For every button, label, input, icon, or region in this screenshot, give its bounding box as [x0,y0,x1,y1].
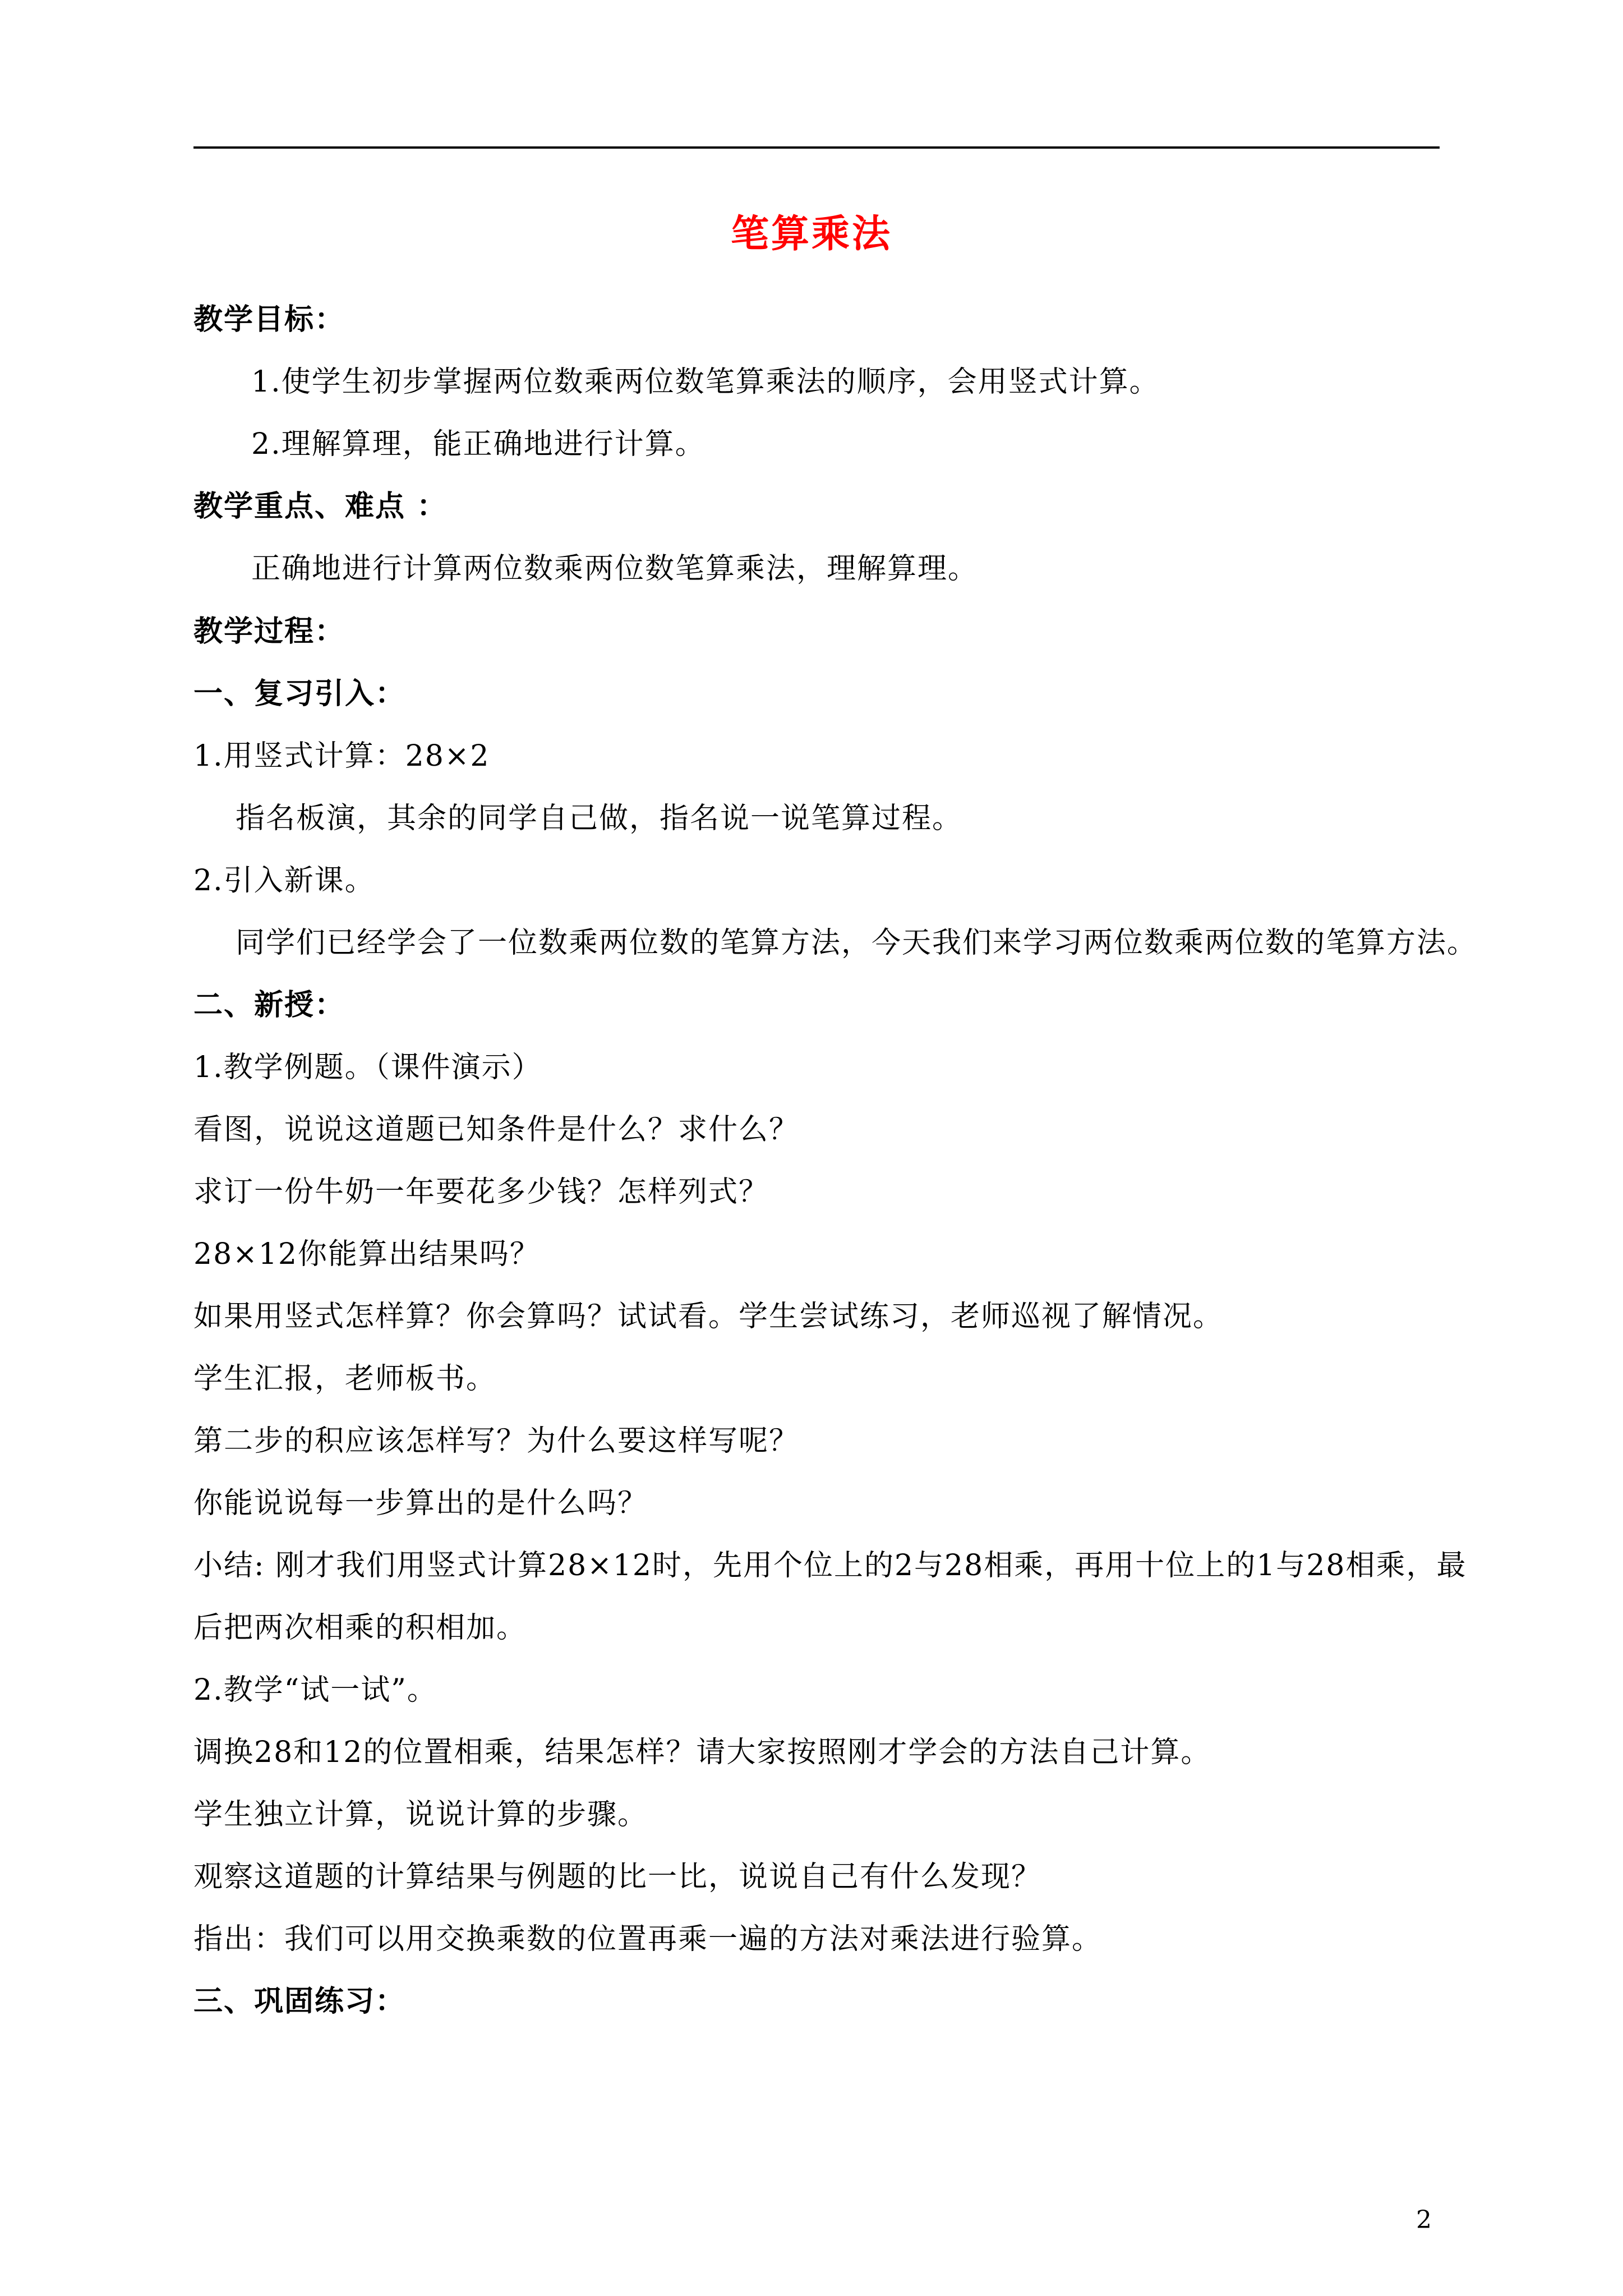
paragraph-line: 观察这道题的计算结果与例题的比一比，说说自己有什么发现？ [193,1860,1042,1894]
review-item-2-detail: 同学们已经学会了一位数乘两位数的笔算方法，今天我们来学习两位数乘两位数的笔算方法。 [236,926,1478,960]
paragraph-line: 求订一份牛奶一年要花多少钱？怎样列式？ [193,1175,769,1209]
review-item-2: 2.引入新课。 [193,864,375,898]
section-practice-heading: 三、巩固练习： [193,1984,406,2018]
paragraph-line: 看图，说说这道题已知条件是什么？求什么？ [193,1113,800,1147]
summary-line-1: 小结: 刚才我们用竖式计算28×12时，先用个位上的2与28相乘，再用十位上的1与28相乘，最 [193,1549,1467,1582]
section-new-lesson-heading: 二、新授： [193,988,345,1022]
summary-line-2: 后把两次相乘的积相加。 [193,1611,527,1645]
paragraph-line: 28×12你能算出结果吗？ [193,1237,540,1271]
new-lesson-item-1: 1.教学例题。（课件演示） [193,1051,542,1084]
paragraph-line: 如果用竖式怎样算？你会算吗？试试看。学生尝试练习，老师巡视了解情况。 [193,1300,1224,1333]
heading-key-points: 教学重点、难点 ： [193,489,448,523]
key-points-text: 正确地进行计算两位数乘两位数笔算乘法，理解算理。 [251,552,979,586]
paragraph-line: 指出：我们可以用交换乘数的位置再乘一遍的方法对乘法进行验算。 [193,1922,1103,1956]
document-title: 笔算乘法 [730,211,892,256]
paragraph-line: 你能说说每一步算出的是什么吗？ [193,1487,648,1520]
heading-teaching-goals: 教学目标： [193,302,345,337]
review-item-1: 1.用竖式计算：28×2 [193,739,490,773]
page-number: 2 [1416,2206,1432,2234]
heading-teaching-process: 教学过程： [193,614,345,648]
section-review-heading: 一、复习引入： [193,677,406,711]
paragraph-line: 第二步的积应该怎样写？为什么要这样写呢？ [193,1424,800,1458]
paragraph-line: 学生独立计算，说说计算的步骤。 [193,1798,648,1832]
review-item-1-detail: 指名板演，其余的同学自己做，指名说一说笔算过程。 [236,802,963,835]
goal-item-2: 2.理解算理，能正确地进行计算。 [251,427,706,461]
paragraph-line: 学生汇报，老师板书。 [193,1362,497,1396]
paragraph-line: 调换28和12的位置相乘，结果怎样？请大家按照刚才学会的方法自己计算。 [193,1736,1211,1769]
new-lesson-item-2: 2.教学“试一试”。 [193,1673,437,1707]
goal-item-1: 1.使学生初步掌握两位数乘两位数笔算乘法的顺序，会用竖式计算。 [251,365,1160,399]
header-rule [193,146,1440,149]
